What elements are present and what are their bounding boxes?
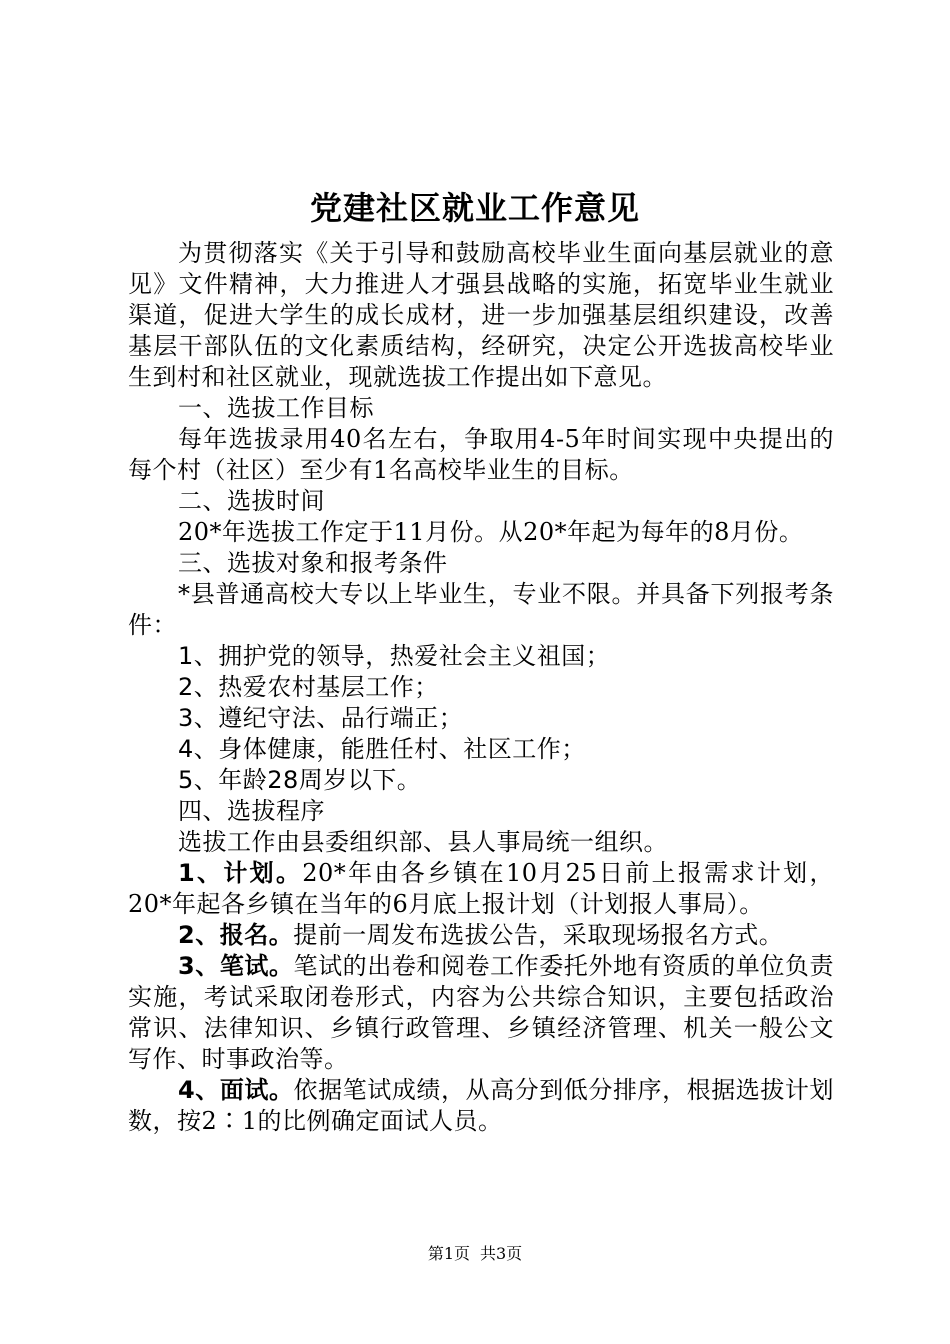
step-label: 3、笔试。 [178,952,294,980]
step-text: 笔试的出卷和阅卷工作委托外地有资质的单位负责实施，考试采取闭卷形式，内容为公共综合知识，主要包括政治常识、法律知识、乡镇行政管理、乡镇经济管理、机关一般公文写作、时事政治等。 [128,952,834,1073]
section-heading: 二、选拔时间 [178,487,325,515]
procedure-step [128,858,834,920]
page-number: 第1页 [427,1244,470,1263]
step-label: 4、面试。 [178,1076,294,1104]
condition-item: 4、身体健康，能胜任村、社区工作； [178,735,586,763]
document-body [128,238,834,1137]
procedure-step [128,951,834,1075]
step-label: 1、计划。 [178,859,303,887]
condition-item: 2、热爱农村基层工作； [178,673,439,701]
step-label: 2、报名。 [178,921,294,949]
document-title: 党建社区就业工作意见 [309,189,640,227]
condition-item: 5、年龄28周岁以下。 [178,766,422,794]
page-footer [0,1243,950,1265]
section-heading: 一、选拔工作目标 [178,394,374,422]
step-text: 提前一周发布选拔公告，采取现场报名方式。 [293,921,784,949]
step-text: 20*年由各乡镇在10月25日前上报需求计划，20*年起各乡镇在当年的6月底上报计划（计划报人事局）。 [128,859,834,918]
condition-item: 1、拥护党的领导，热爱社会主义祖国； [178,642,611,670]
section-heading: 四、选拔程序 [178,797,325,825]
section-paragraph: *县普通高校大专以上毕业生，专业不限。并具备下列报考条件： [128,580,834,639]
section-paragraph: 选拔工作由县委组织部、县人事局统一组织。 [178,828,668,856]
page-total: 共3页 [480,1244,523,1263]
condition-item: 3、遵纪守法、品行端正； [178,704,464,732]
section-paragraph: 20*年选拔工作定于11月份。从20*年起为每年的8月份。 [178,518,804,546]
step-text: 依据笔试成绩，从高分到低分排序，根据选拔计划数，按2∶1的比例确定面试人员。 [128,1076,834,1135]
procedure-step [128,920,834,951]
section-heading: 三、选拔对象和报考条件 [178,549,448,577]
section-paragraph: 每年选拔录用40名左右，争取用4-5年时间实现中央提出的每个村（社区）至少有1名高校毕业生的目标。 [128,425,834,484]
intro-paragraph: 为贯彻落实《关于引导和鼓励高校毕业生面向基层就业的意见》文件精神，大力推进人才强县战略的实施，拓宽毕业生就业渠道，促进大学生的成长成材，进一步加强基层组织建设，改善基层干部队伍的文化素质结构，经研究，决定公开选拔高校毕业生到村和社区就业，现就选拔工作提出如下意见。 [128,239,834,391]
procedure-step [128,1075,834,1137]
